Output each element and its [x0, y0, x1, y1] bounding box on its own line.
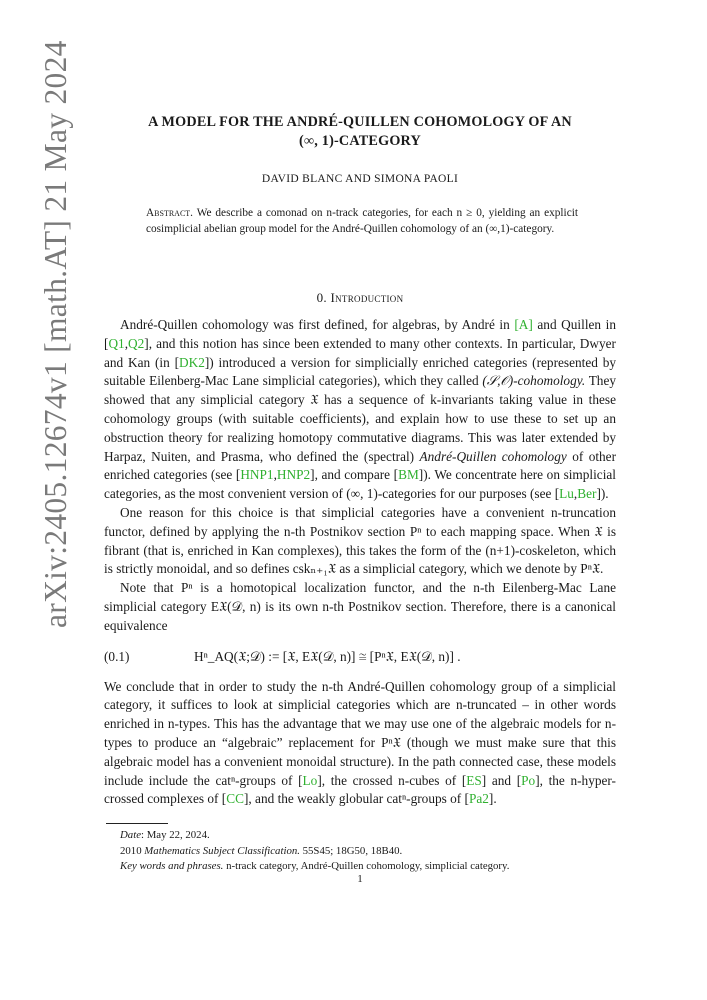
- title-line-2: (∞, 1)-CATEGORY: [299, 133, 421, 149]
- equation-number: (0.1): [104, 649, 130, 665]
- citation-link[interactable]: ES: [466, 772, 482, 788]
- paragraph-1: André-Quillen cohomology was first defined, for algebras, by André in [A] and Quillen in [Q1,Q2], and this notion has since been extended to many other contexts. In particular, Dwyer and Kan (in [DK2]) introduced a version for simplicially enriched categories (represented by suitable Eilenberg-Mac Lane simplicial categories), which they called (𝒮,𝒪)-cohomology. They showed that any simplicial category 𝔛 has a sequence of k-invariants taking value in these cohomology groups (with suitable coefficients), and explain how to use these to set up an obstruction theory for realizing homotopy commutative diagrams. This was later extended by Harpaz, Nuiten, and Prasma, who defined the (spectral) André-Quillen cohomology of other enriched categories (see [HNP1,HNP2], and compare [BM]). We concentrate here on simplicial categories, as the most convenient version of (∞, 1)-categories for our purposes (see [Lu,Ber]).: [104, 317, 617, 502]
- section-title-text: Introduction: [330, 290, 404, 305]
- citation-link[interactable]: [A]: [514, 317, 533, 332]
- citation-link[interactable]: BM: [398, 467, 419, 483]
- footnote-divider: [106, 823, 168, 824]
- section-heading: [104, 290, 616, 306]
- footnote-msc: 2010 Mathematics Subject Classification. 55S45; 18G50, 18B40.: [120, 844, 403, 857]
- title-line-1: A MODEL FOR THE ANDRÉ-QUILLEN COHOMOLOGY OF AN: [148, 114, 572, 130]
- citation-link[interactable]: Lu: [559, 486, 574, 502]
- citation-link[interactable]: HNP2: [276, 467, 311, 483]
- citation-link[interactable]: Po: [521, 772, 536, 788]
- paragraph-3: Note that Pⁿ is a homotopical localization functor, and the n-th Eilenberg-Mac Lane simplicial category E𝔛(𝒟, n) is its own n-th Postnikov section. Therefore, there is a canonical equivalence: [104, 580, 616, 633]
- footnote-keywords: Key words and phrases. n-track category, André-Quillen cohomology, simplicial category.: [120, 860, 510, 873]
- section-number: 0.: [316, 290, 327, 305]
- citation-link[interactable]: HNP1: [240, 467, 274, 483]
- citation-link[interactable]: Pa2: [468, 791, 489, 807]
- citation-link[interactable]: Lo: [302, 772, 318, 788]
- body-text: [104, 316, 616, 809]
- citation-link[interactable]: CC: [226, 791, 244, 807]
- citation-link[interactable]: Q1: [108, 335, 125, 351]
- equation-body: Hⁿ_AQ(𝔛;𝒟) := [𝔛, E𝔛(𝒟, n)] ≅ [Pⁿ𝔛, E𝔛(𝒟, n)] .: [194, 649, 461, 665]
- citation-link[interactable]: Q2: [128, 335, 145, 351]
- abstract-label: Abstract.: [146, 207, 193, 219]
- citation-link[interactable]: DK2: [179, 354, 205, 370]
- arxiv-identifier-stamp: arXiv:2405.12674v1 [math.AT] 21 May 2024: [38, 40, 73, 628]
- paragraph-2: One reason for this choice is that simplicial categories have a convenient n-truncation functor, defined by applying the n-th Postnikov section Pⁿ to each mapping space. When 𝔛 is fibrant (that is, enriched in Kan complexes), this takes the form of the (n+1)-coskeleton, which is strictly monoidal, and so defines cskₙ₊₁𝔛 as a simplicial category, which we denote by Pⁿ𝔛.: [104, 504, 616, 577]
- paper-title: [104, 113, 616, 151]
- footnote-date: Date: May 22, 2024.: [120, 829, 210, 841]
- abstract: [146, 205, 578, 237]
- equation-0-1: [104, 644, 616, 672]
- footnotes: [120, 828, 616, 875]
- citation-link[interactable]: Ber: [577, 486, 597, 502]
- paragraph-4: We conclude that in order to study the n-th André-Quillen cohomology group of a simplicial category, it suffices to look at simplicial categories which are n-truncated – in other words enriched in n-types. This has the advantage that we may use one of the algebraic models for n-types to produce an “algebraic” replacement for Pⁿ𝔛 (though we must make sure that this algebraic model has a convenient monoidal structure). In the path connected case, these models include include the catⁿ-groups of [Lo], the crossed n-cubes of [ES] and [Po], the n-hyper-crossed complexes of [CC], and the weakly globular catⁿ-groups of [Pa2].: [104, 678, 616, 807]
- author-list: DAVID BLANC AND SIMONA PAOLI: [261, 173, 459, 185]
- abstract-text: We describe a comonad on n-track categories, for each n ≥ 0, yielding an explicit cosimplicial abelian group model for the André-Quillen cohomology of an (∞,1)-category.: [146, 207, 578, 236]
- page-number: 1: [357, 873, 363, 885]
